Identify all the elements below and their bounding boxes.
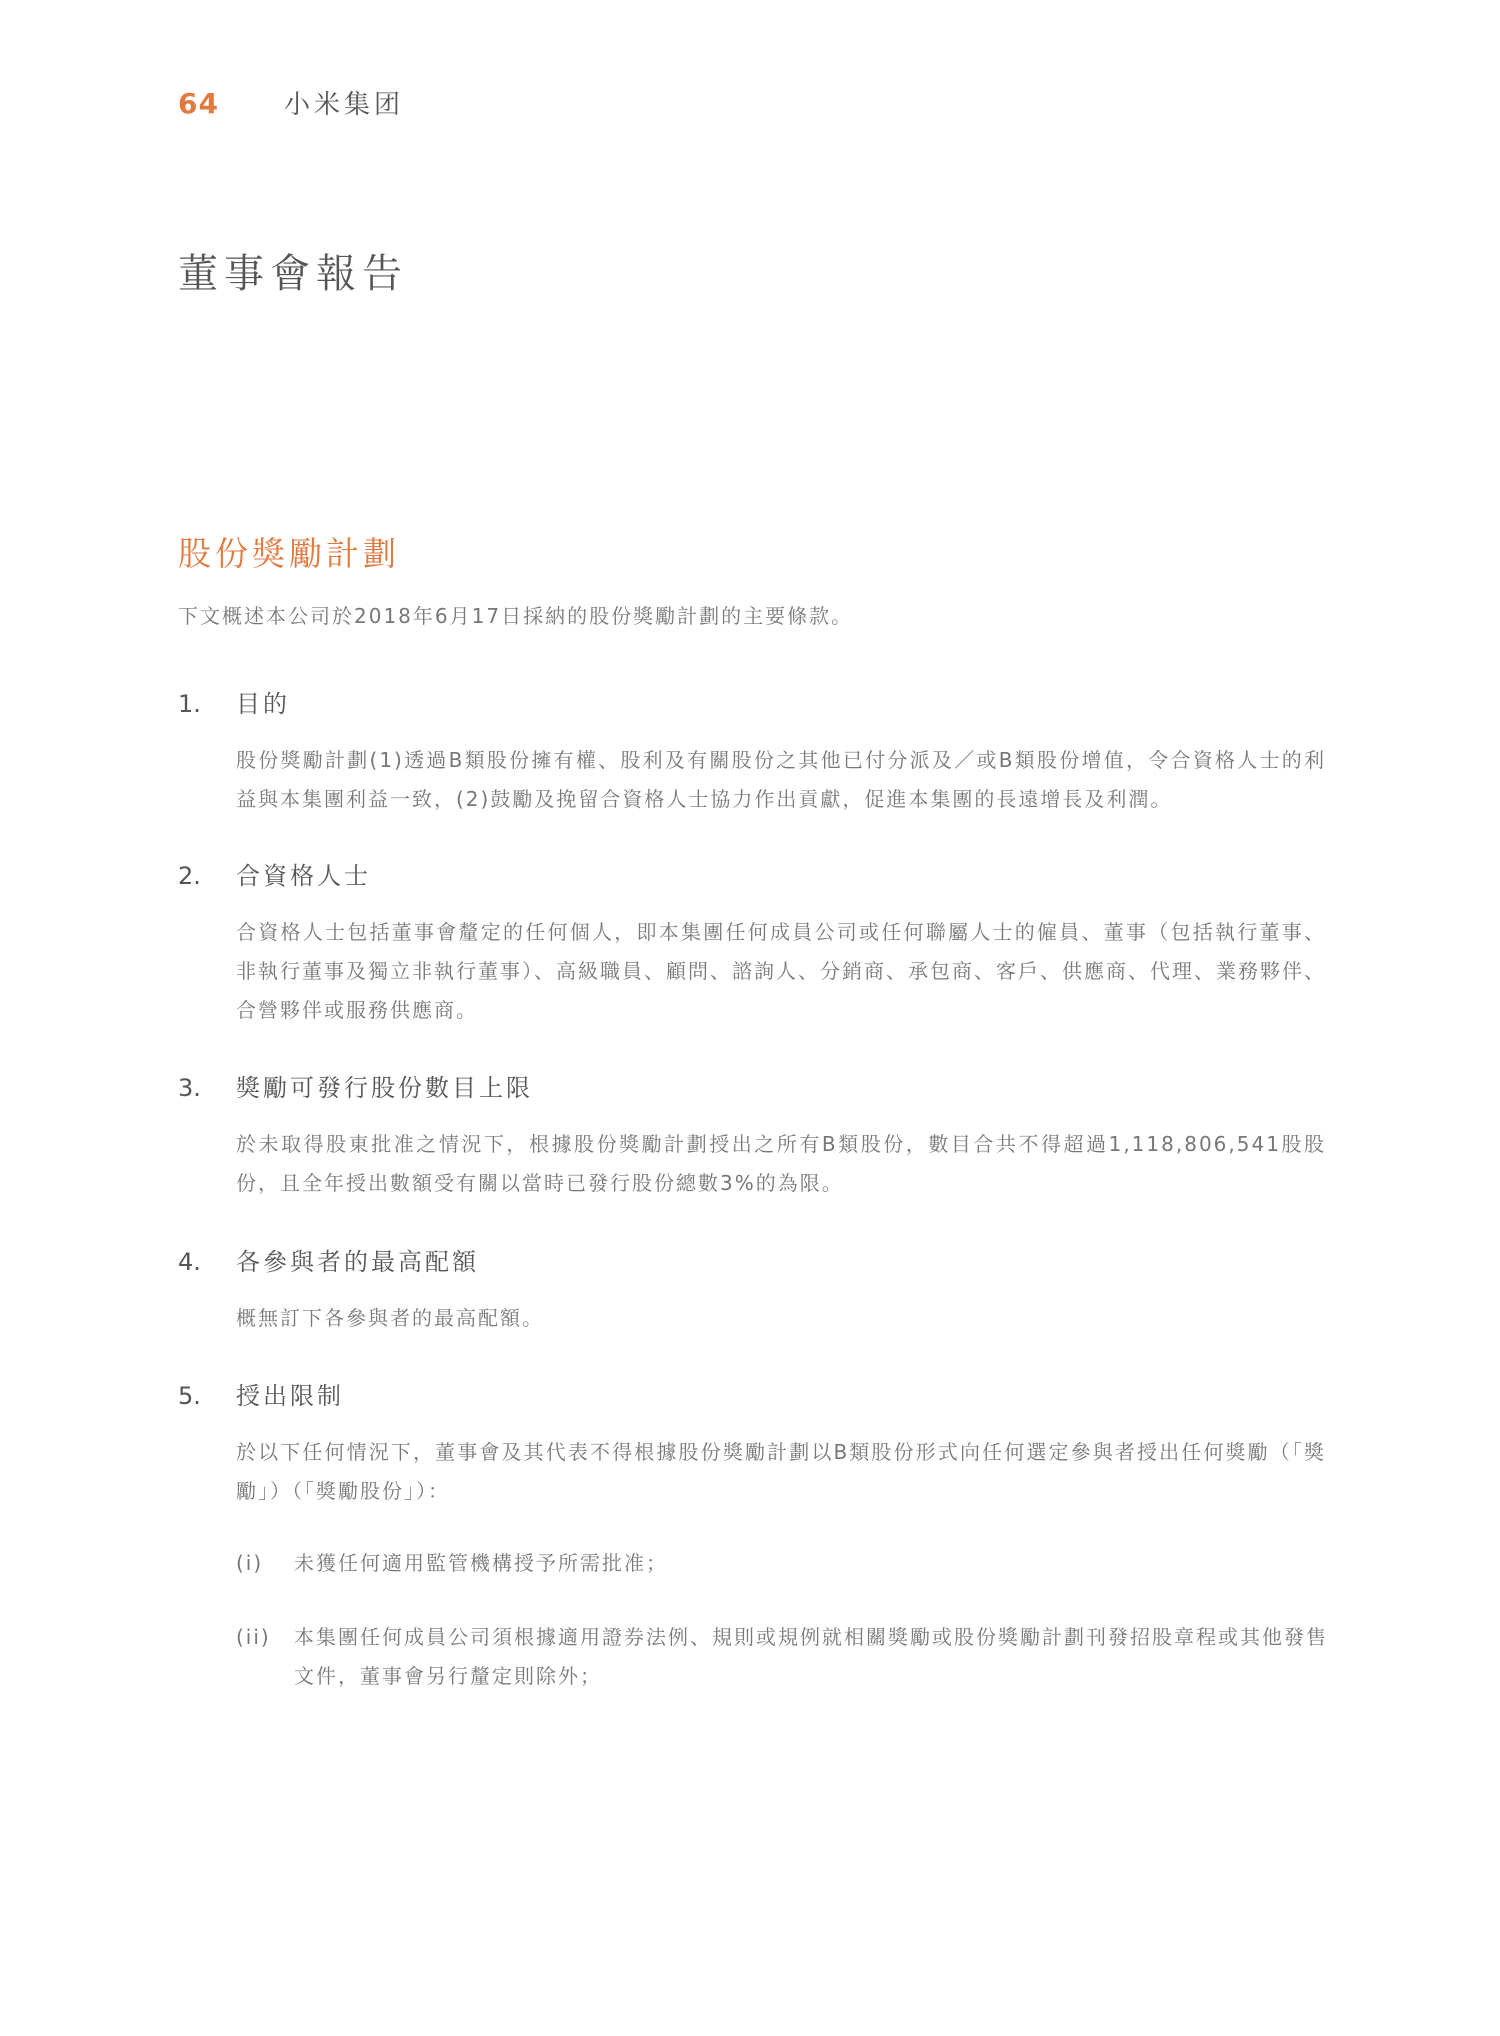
item-share-limit [178,1068,1328,1203]
item-grant-restrictions [178,1376,1328,1511]
item-heading [178,856,1328,891]
sub-item-text: 本集團任何成員公司須根據適用證券法例、規則或規例就相關獎勵或股份獎勵計劃刊發招股章程或其他發售文件，董事會另行釐定則除外； [294,1625,1328,1688]
sub-item-label: (ii) [236,1625,271,1649]
item-title: 合資格人士 [236,862,371,890]
item-number: 2. [178,862,201,890]
item-heading [178,1242,1328,1277]
item-number: 3. [178,1074,201,1102]
item-eligible-persons [178,856,1328,1030]
item-body: 合資格人士包括董事會釐定的任何個人，即本集團任何成員公司或任何聯屬人士的僱員、董事（包括執行董事、非執行董事及獨立非執行董事）、高級職員、顧問、諮詢人、分銷商、承包商、客戶、供應商、代理、業務夥伴、合營夥伴或服務供應商。 [236,920,1326,1022]
item-number: 5. [178,1382,201,1410]
section-intro: 下文概述本公司於2018年6月17日採納的股份獎勵計劃的主要條款。 [178,604,854,628]
item-heading [178,684,1328,719]
report-title: 董事會報告 [178,251,408,297]
item-heading [178,1376,1328,1411]
item-max-entitlement [178,1242,1328,1338]
item-title: 授出限制 [236,1382,344,1410]
page-header [178,84,404,121]
sub-item-text: 未獲任何適用監管機構授予所需批准； [294,1551,668,1575]
item-heading [178,1068,1328,1103]
item-body: 於未取得股東批准之情況下，根據股份獎勵計劃授出之所有B類股份，數目合共不得超過1,118,806,541股股份，且全年授出數額受有關以當時已發行股份總數3%的為限。 [236,1132,1326,1195]
item-number: 1. [178,690,201,718]
item-body: 股份獎勵計劃(1)透過B類股份擁有權、股利及有關股份之其他已付分派及／或B類股份增值，令合資格人士的利益與本集團利益一致，(2)鼓勵及挽留合資格人士協力作出貢獻，促進本集團的長遠增長及利潤。 [236,748,1326,811]
sub-item [236,1544,1328,1583]
section-title: 股份獎勵計劃 [178,534,400,573]
company-name: 小米集团 [284,90,405,120]
item-title: 獎勵可發行股份數目上限 [236,1074,533,1102]
sub-item [236,1618,1328,1696]
item-number: 4. [178,1248,201,1276]
sub-item-label: (i) [236,1551,264,1575]
item-body: 概無訂下各參與者的最高配額。 [236,1306,544,1330]
item-body: 於以下任何情況下，董事會及其代表不得根據股份獎勵計劃以B類股份形式向任何選定參與者授出任何獎勵（「獎勵」）（「獎勵股份」）： [236,1440,1326,1503]
item-purpose [178,684,1328,819]
page-number: 64 [178,87,219,120]
item-title: 各參與者的最高配額 [236,1248,479,1276]
item-title: 目的 [236,690,290,718]
